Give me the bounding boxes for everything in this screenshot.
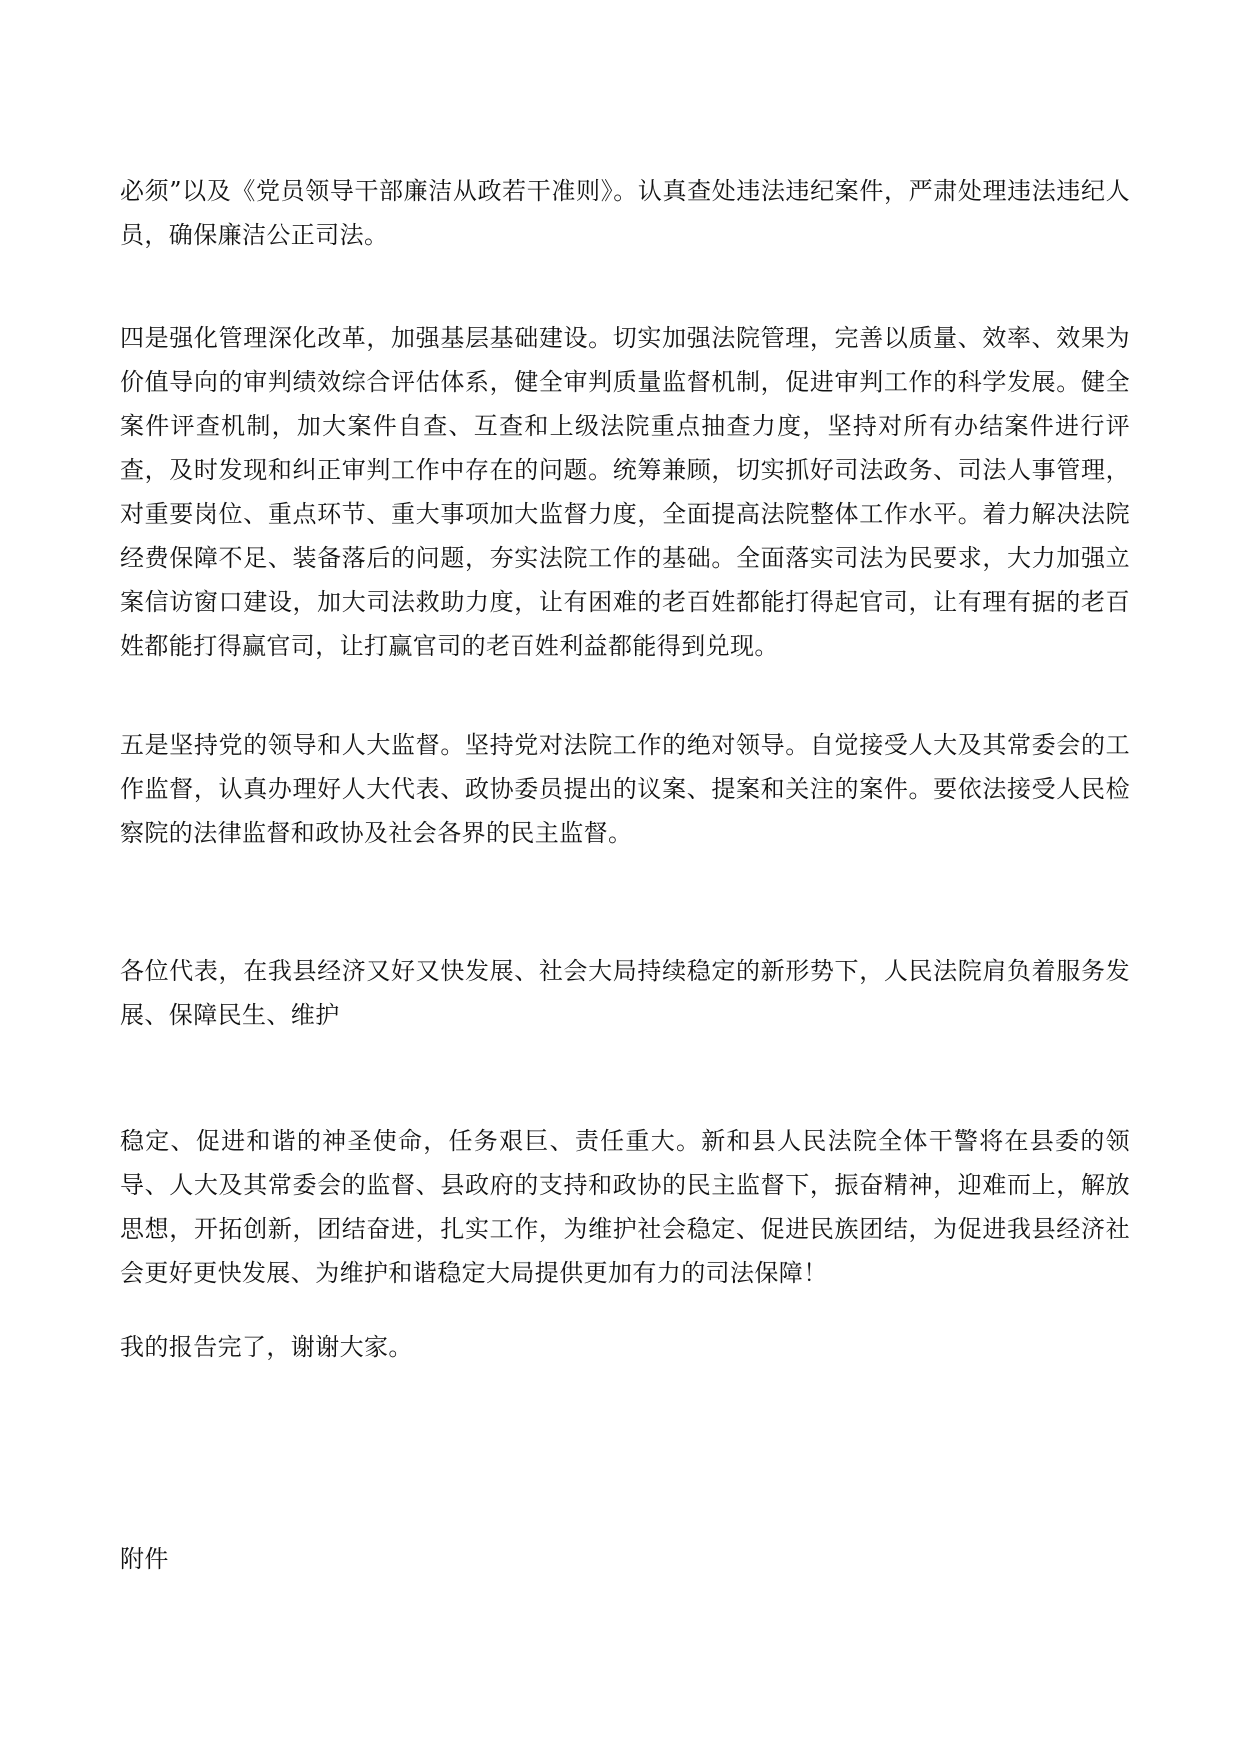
paragraph-party-leadership: 五是坚持党的领导和人大监督。坚持党对法院工作的绝对领导。自觉接受人大及其常委会的工作监督，认真办理好人大代表、政协委员提出的议案、提案和关注的案件。要依法接受人民检察院的法律监督和政协及社会各界的民主监督。 — [120, 731, 1130, 847]
paragraph-integrity: 必须”以及《党员领导干部廉洁从政若干准则》。认真查处违法违纪案件，严肃处理违法违纪人员，确保廉洁公正司法。 — [120, 177, 1130, 249]
paragraph-address-delegates: 各位代表，在我县经济又好又快发展、社会大局持续稳定的新形势下，人民法院肩负着服务发展、保障民生、维护 — [120, 957, 1130, 1029]
paragraph-mission: 稳定、促进和谐的神圣使命，任务艰巨、责任重大。新和县人民法院全体干警将在县委的领导、人大及其常委会的监督、县政府的支持和政协的民主监督下，振奋精神，迎难而上，解放思想，开拓创新，团结奋进，扎实工作，为维护社会稳定、促进民族团结，为促进我县经济社会更好更快发展、为维护和谐稳定大局提供更加有力的司法保障！ — [120, 1127, 1130, 1287]
paragraph-closing: 我的报告完了，谢谢大家。 — [120, 1333, 413, 1361]
paragraph-attachment-label: 附件 — [120, 1545, 169, 1573]
paragraph-management-reform: 四是强化管理深化改革，加强基层基础建设。切实加强法院管理，完善以质量、效率、效果为价值导向的审判绩效综合评估体系，健全审判质量监督机制，促进审判工作的科学发展。健全案件评查机制，加大案件自查、互查和上级法院重点抽查力度，坚持对所有办结案件进行评查，及时发现和纠正审判工作中存在的问题。统筹兼顾，切实抓好司法政务、司法人事管理，对重要岗位、重点环节、重大事项加大监督力度，全面提高法院整体工作水平。着力解决法院经费保障不足、装备落后的问题，夯实法院工作的基础。全面落实司法为民要求，大力加强立案信访窗口建设，加大司法救助力度，让有困难的老百姓都能打得起官司，让有理有据的老百姓都能打得赢官司，让打赢官司的老百姓利益都能得到兑现。 — [120, 324, 1130, 660]
